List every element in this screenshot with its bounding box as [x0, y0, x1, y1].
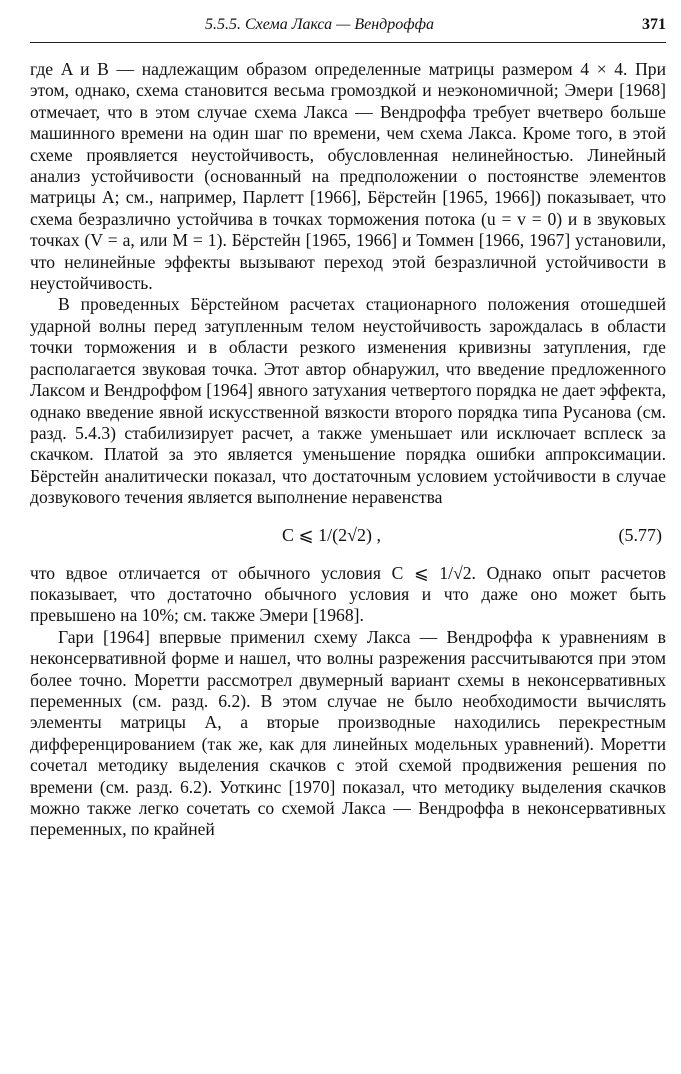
equation-formula: C ⩽ 1/(2√2) , — [282, 524, 381, 545]
section-title: 5.5.5. Схема Лакса — Вендроффа — [205, 16, 434, 33]
equation-block — [30, 515, 666, 559]
paragraph-2: В проведенных Бёрстейном расчетах стационарного положения отошедшей ударной волны перед затупленным телом неустойчивость зарождалась в области точки торможения и в области резкого изменения кривизны затупления, где располагается звуковая точка. Этот автор обнаружил, что введение предложенного Лаксом и Вендроффом [1964] явного затухания четвертого порядка не дает эффекта, однако введение явной искусственной вязкости второго порядка типа Русанова (см. разд. 5.4.3) стабилизирует расчет, а также уменьшает или исключает всплеск за скачком. Платой за это является уменьшение порядка ошибки аппроксимации. Бёрстейн аналитически показал, что достаточным условием устойчивости в случае дозвукового течения является выполнение неравенства — [30, 294, 666, 508]
equation-number: (5.77) — [618, 524, 662, 545]
book-page — [30, 12, 666, 841]
header-rule — [30, 42, 666, 43]
paragraph-1: где A и B — надлежащим образом определенные матрицы размером 4 × 4. При этом, однако, схема становится весьма громоздкой и неэкономичной; Эмери [1968] отмечает, что в этом случае схема Лакса — Вендроффа требует вчетверо больше машинного времени на один шаг по времени, чем схема Лакса. Кроме того, в этой схеме проявляется неустойчивость, обусловленная нелинейностью. Линейный анализ устойчивости (основанный на предположении о постоянстве элементов матрицы A; см., например, Парлетт [1966], Бёрстейн [1965, 1966]) показывает, что схема безразлично устойчива в точках торможения потока (u = v = 0) и в звуковых точках (V = a, или M = 1). Бёрстейн [1965, 1966] и Томмен [1966, 1967] установили, что нелинейные эффекты вызывают переход этой безразличной устойчивости в неустойчивость. — [30, 59, 666, 294]
paragraph-4: Гари [1964] впервые применил схему Лакса — Вендроффа к уравнениям в неконсервативной форме и нашел, что волны разрежения рассчитываются при этом более точно. Моретти рассмотрел двумерный вариант схемы в неконсервативных переменных (см. разд. 6.2). В этом случае не было необходимости вычислять элементы матрицы A, а вторые производные находились перекрестным дифференцированием (так же, как для линейных модельных уравнений). Моретти сочетал методику выделения скачков с этой схемой продвижения решения по времени (см. разд. 6.2). Уоткинс [1970] показал, что методику выделения скачков можно также легко сочетать со схемой Лакса — Вендроффа в неконсервативных переменных, по крайней — [30, 626, 666, 840]
running-header — [30, 12, 666, 38]
page-number: 371 — [642, 16, 666, 33]
paragraph-3: что вдвое отличается от обычного условия C ⩽ 1/√2. Однако опыт расчетов показывает, что достаточно обычного условия и что даже оно может быть превышено на 10%; см. также Эмери [1968]. — [30, 562, 666, 626]
